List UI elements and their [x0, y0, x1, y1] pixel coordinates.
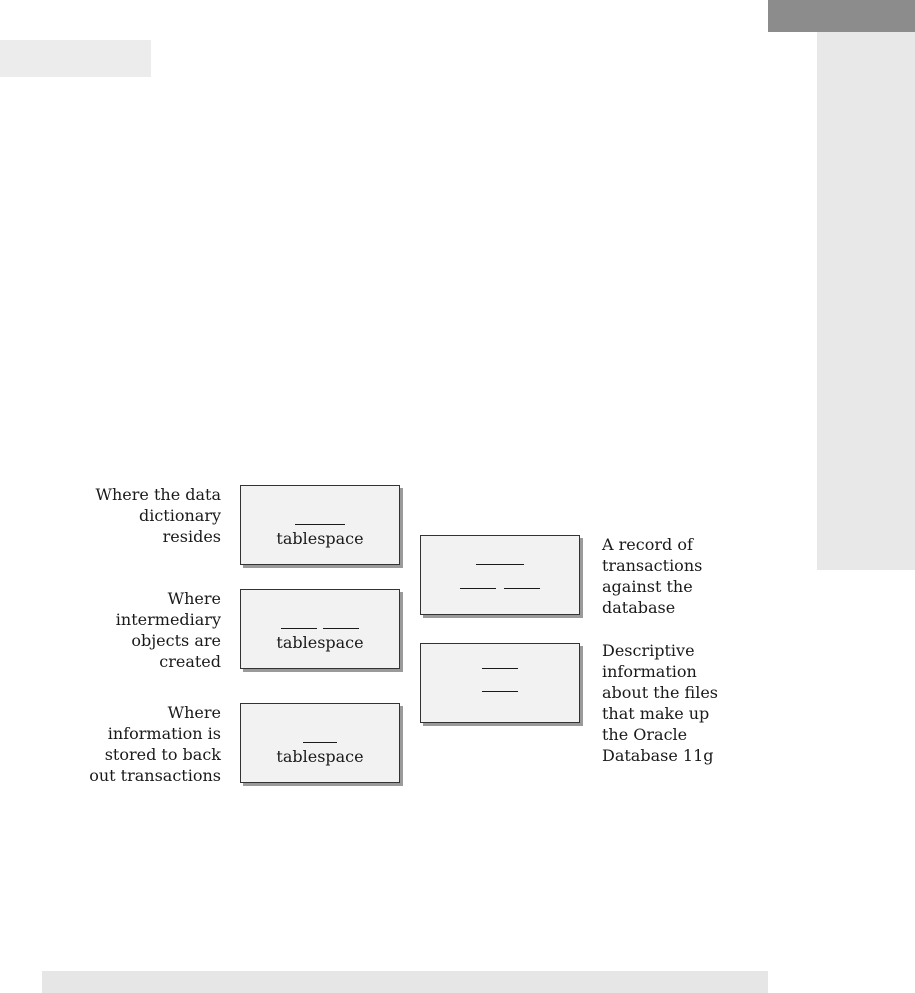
- footer-bar: [42, 971, 768, 993]
- box-undo-tablespace: [240, 703, 400, 783]
- label-file-descriptive-info: Descriptive information about the files that make up the Oracle Database 11g: [602, 641, 718, 765]
- box-control-file: [420, 643, 580, 723]
- fill-in-blank: [504, 588, 540, 589]
- side-strip: [817, 32, 915, 570]
- fill-in-blank: [476, 564, 524, 565]
- label-transaction-record: A record of transactions against the database: [602, 535, 703, 617]
- fill-in-blank: [482, 668, 518, 669]
- fill-in-blank: [303, 742, 337, 743]
- tablespace-word: tablespace: [276, 529, 364, 548]
- page-tab-marker: [768, 0, 915, 32]
- box-system-tablespace: [240, 485, 400, 565]
- box-redo-log: [420, 535, 580, 615]
- fill-in-blank: [295, 524, 345, 525]
- fill-in-blank: [460, 588, 496, 589]
- tablespace-word: tablespace: [276, 633, 364, 652]
- label-intermediary-objects: Where intermediary objects are created: [115, 589, 221, 671]
- fill-in-blank: [281, 628, 317, 629]
- tablespace-word: tablespace: [276, 747, 364, 766]
- box-temp-tablespace: [240, 589, 400, 669]
- label-data-dictionary: Where the data dictionary resides: [95, 485, 221, 546]
- fill-in-blank: [482, 691, 518, 692]
- fill-in-blank: [323, 628, 359, 629]
- header-bar: [0, 40, 151, 77]
- label-back-out-transactions: Where information is stored to back out transactions: [89, 703, 221, 785]
